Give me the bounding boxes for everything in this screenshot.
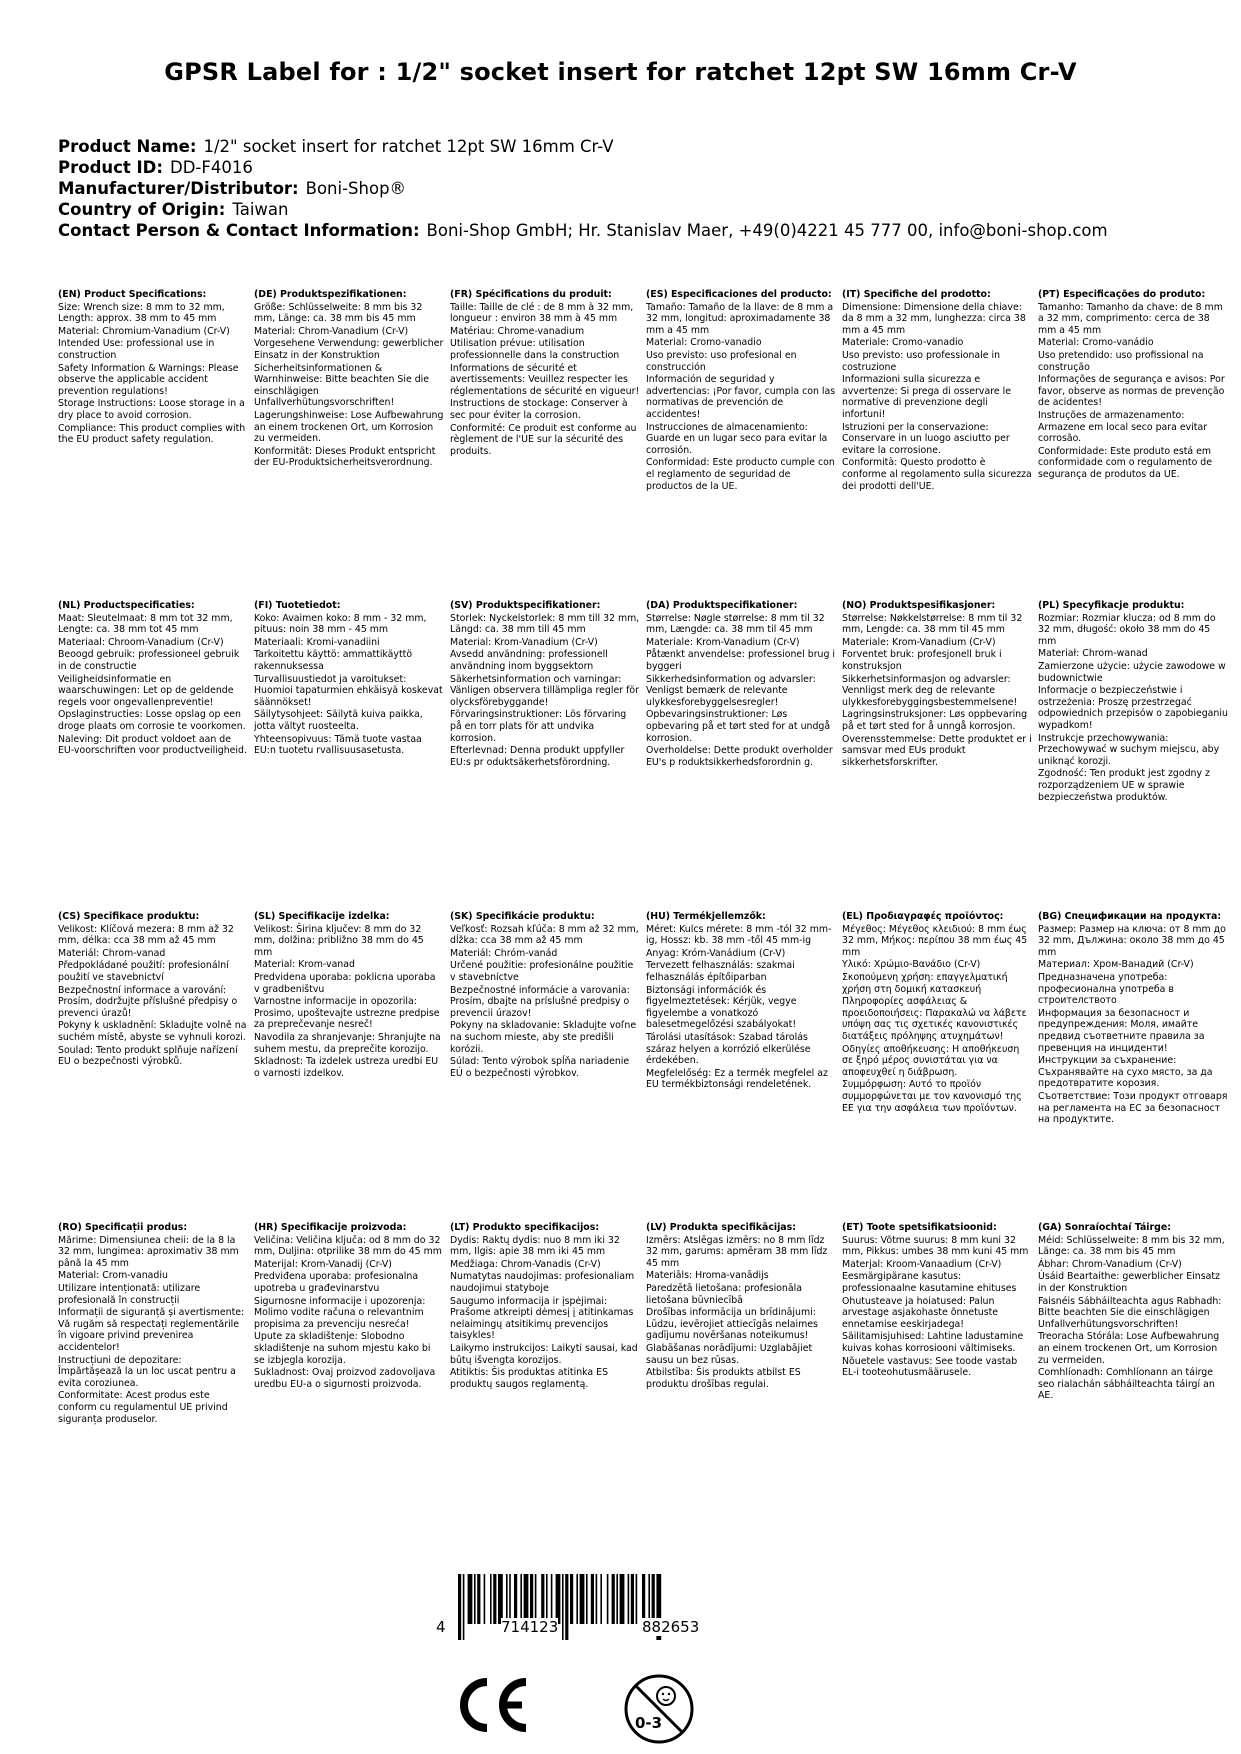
language-block-item: Bezpečnostní informace a varování: Prosím, dodržujte příslušné předpisy o prevenci úrazů! bbox=[58, 984, 238, 1019]
language-block bbox=[58, 1222, 254, 1522]
language-block-heading: (FI) Tuotetiedot: bbox=[254, 600, 341, 611]
language-block-heading: (LV) Produkta specifikācijas: bbox=[646, 1222, 796, 1233]
language-block-item: Předpokládané použití: profesionální použití ve stavebnictví bbox=[58, 960, 229, 983]
language-block bbox=[842, 289, 1038, 600]
language-block-item: Materiāls: Hroma-vanādijs bbox=[646, 1270, 769, 1282]
language-block bbox=[646, 600, 842, 911]
language-block-item: Materiale: Krom-Vanadium (Cr-V) bbox=[646, 636, 800, 648]
language-block bbox=[254, 600, 450, 911]
language-block-item: Treoracha Stórála: Lose Aufbewahrung an einem trockenen Ort, um Korrosion zu vermeiden. bbox=[1038, 1331, 1220, 1366]
barcode-bar bbox=[530, 1574, 533, 1624]
barcode-bar bbox=[484, 1574, 486, 1624]
product-info bbox=[58, 136, 1208, 241]
language-block bbox=[450, 1222, 646, 1522]
language-block-item: Säilitamisjuhised: Lahtine ladustamine kuivas kohas korrosiooni vältimiseks. bbox=[842, 1331, 1024, 1354]
language-block-item: Conformité: Ce produit est conforme au règlement de l'UE sur la sécurité des produits. bbox=[450, 422, 637, 457]
language-block-item: Información de seguridad y advertencias: ¡Por favor, cumpla con las normativas de prevención de accidentes! bbox=[646, 374, 836, 420]
language-block-heading: (CS) Specifikace produktu: bbox=[58, 911, 200, 922]
language-block-item: Размер: Размер на ключа: от 8 mm до 32 mm, Дължина: около 38 mm до 45 mm bbox=[1038, 923, 1226, 958]
language-block-heading: (DE) Produktspezifikationen: bbox=[254, 289, 407, 300]
language-block bbox=[254, 911, 450, 1222]
language-block-item: Οδηγίες αποθήκευσης: Η αποθήκευση σε ξηρό μέρος συνιστάται για να αποφευχθεί η διάβρωση. bbox=[842, 1043, 1020, 1078]
language-block-item: Méret: Kulcs mérete: 8 mm -tól 32 mm-ig, Hossz: kb. 38 mm -től 45 mm-ig bbox=[646, 923, 832, 947]
language-block-item: Informații de siguranță și avertismente: Vă rugăm să respectați reglementările în vigoare privind prevenirea accidentelor! bbox=[58, 1307, 245, 1353]
language-block-item: Efterlevnad: Denna produkt uppfyller EU:s pr oduktsäkerhetsförordning. bbox=[450, 745, 625, 768]
language-block-heading: (HR) Specifikacije proizvoda: bbox=[254, 1222, 407, 1233]
language-block-item: Säkerhetsinformation och varningar: Vänligen observera tillämpliga regler för olycksförebyggande! bbox=[450, 673, 639, 708]
language-block bbox=[646, 911, 842, 1222]
barcode-bar bbox=[652, 1574, 655, 1624]
barcode-bar bbox=[524, 1574, 529, 1624]
language-block-item: Lagringsinstruksjoner: Løs oppbevaring på et tørt sted for å unngå korrosjon. bbox=[842, 709, 1028, 732]
language-block bbox=[1038, 1222, 1234, 1522]
language-block-item: Predviđena uporaba: profesionalna upotreba u građevinarstvu bbox=[254, 1271, 419, 1294]
language-block-item: Μέγεθος: Μέγεθος κλειδιού: 8 mm έως 32 mm, Μήκος: περίπου 38 mm έως 45 mm bbox=[842, 923, 1028, 958]
language-block-item: Størrelse: Nøgle størrelse: 8 mm til 32 mm, Længde: ca. 38 mm til 45 mm bbox=[646, 612, 825, 636]
product-id-value: DD-F4016 bbox=[169, 158, 253, 177]
language-block-heading: (GA) Sonraíochtaí Táirge: bbox=[1038, 1222, 1171, 1233]
manufacturer-value: Boni-Shop® bbox=[305, 179, 407, 198]
language-block-item: Informazioni sulla sicurezza e avvertenze: Si prega di osservare le normative di prevenzione degli infortuni! bbox=[842, 374, 1011, 420]
language-block-item: Súlad: Tento výrobok spĺňa nariadenie EÚ o bezpečnosti výrobkov. bbox=[450, 1056, 630, 1079]
age-warning-icon bbox=[622, 1672, 696, 1746]
language-block-item: Forventet bruk: profesjonell bruk i konstruksjon bbox=[842, 649, 1002, 672]
language-block-item: Uso previsto: uso profesional en construcción bbox=[646, 349, 797, 373]
language-block-item: Overensstemmelse: Dette produktet er i samsvar med EUs produkt sikkerhetsforskrifter. bbox=[842, 733, 1032, 768]
language-block-item: Compliance: This product complies with the EU product safety regulation. bbox=[58, 422, 246, 446]
language-block-item: Tamanho: Tamanho da chave: de 8 mm a 32 mm, comprimento: cerca de 38 mm a 45 mm bbox=[1038, 301, 1223, 336]
language-block-item: Opbevaringsinstruktioner: Løs opbevaring på et tørt sted for at undgå korrosion. bbox=[646, 709, 831, 744]
language-block-item: Koko: Avaimen koko: 8 mm - 32 mm, pituus: noin 38 mm - 45 mm bbox=[254, 612, 427, 636]
barcode-bar bbox=[620, 1574, 625, 1624]
language-block-item: Påtænkt anvendelse: professionel brug i byggeri bbox=[646, 649, 836, 672]
product-name-value: 1/2" socket insert for ratchet 12pt SW 16mm Cr-V bbox=[203, 137, 614, 156]
language-block-item: Tarkoitettu käyttö: ammattikäyttö rakennuksessa bbox=[254, 649, 413, 672]
language-block-item: Suurus: Võtme suurus: 8 mm kuni 32 mm, Pikkus: umbes 38 mm kuni 45 mm bbox=[842, 1234, 1029, 1258]
language-block bbox=[254, 1222, 450, 1522]
language-block-item: Predvidena uporaba: poklicna uporaba v gradbeništvu bbox=[254, 971, 436, 995]
language-grid bbox=[58, 289, 1228, 1522]
language-block-item: Informations de sécurité et avertissements: Veuillez respecter les réglementations de sécurité en vigueur! bbox=[450, 362, 640, 397]
language-block bbox=[58, 289, 254, 600]
contact-label: Contact Person & Contact Information: bbox=[58, 221, 420, 240]
language-block-item: Upute za skladištenje: Slobodno skladištenje na suhom mjestu kako bi se izbjegla korozija. bbox=[254, 1331, 431, 1366]
language-block-item: Lagerungshinweise: Lose Aufbewahrung an einem trockenen Ort, um Korrosion zu vermeiden. bbox=[254, 409, 444, 445]
language-block-item: Informações de segurança e avisos: Por favor, observe as normas de prevenção de acidentes! bbox=[1038, 374, 1225, 409]
language-block-item: Instrucciones de almacenamiento: Guarde en un lugar seco para evitar la corrosión. bbox=[646, 421, 828, 456]
language-block-heading: (EL) Προδιαγραφές προϊόντος: bbox=[842, 911, 1004, 922]
language-block-item: Πληροφορίες ασφάλειας & προειδοποιήσεις: Παρακαλώ να λάβετε υπόψη σας τις σχετικές κανονιστικές διατάξεις πρόληψης ατυχημάτων! bbox=[842, 996, 1027, 1042]
language-block-item: Информация за безопасност и предупреждения: Моля, имайте предвид съответните правила за превенция на инциденти! bbox=[1038, 1007, 1205, 1054]
barcode-bar bbox=[474, 1574, 476, 1624]
language-block-item: Conformidad: Este producto cumple con el reglamento de seguridad de productos de la UE. bbox=[646, 457, 835, 492]
language-block-item: Saugumo informacija ir įspėjimai: Prašome atkreipti dėmesį į atitinkamas nelaimingų atsitikimų prevencijos taisykles! bbox=[450, 1295, 634, 1342]
language-block-item: Säilytysohjeet: Säilytä kuiva paikka, jotta vältyt ruosteelta. bbox=[254, 709, 423, 732]
language-block-item: Instrucțiuni de depozitare: Împărtășează la un loc uscat pentru a evita coroziunea. bbox=[58, 1354, 236, 1389]
language-block-item: Materiaal: Chroom-Vanadium (Cr-V) bbox=[58, 636, 224, 648]
language-block-item: Förvaringsinstruktioner: Lös förvaring på en torr plats för att undvika korrosion. bbox=[450, 709, 627, 744]
language-block-item: Conformità: Questo prodotto è conforme al regolamento sulla sicurezza dei prodotti dell'UE. bbox=[842, 457, 1032, 492]
manufacturer-row bbox=[58, 178, 1208, 199]
label-title: GPSR Label for : 1/2" socket insert for ratchet 12pt SW 16mm Cr-V bbox=[164, 58, 1077, 86]
language-block-item: Yhteensopivuus: Tämä tuote vastaa EU:n tuotetu rvallisuusasetusta. bbox=[254, 733, 422, 757]
language-block-item: Materiał: Chrom-wanad bbox=[1038, 648, 1148, 660]
barcode-bar bbox=[551, 1574, 553, 1624]
manufacturer-label: Manufacturer/Distributor: bbox=[58, 179, 299, 198]
barcode-bar bbox=[565, 1574, 568, 1640]
language-block-item: Materiale: Krom-Vanadium (Cr-V) bbox=[842, 636, 996, 648]
barcode-bar bbox=[616, 1574, 618, 1624]
language-block-item: Tamaño: Tamaño de la llave: de 8 mm a 32 mm, longitud: aproximadamente 38 mm a 45 mm bbox=[646, 301, 834, 336]
barcode-bar bbox=[562, 1574, 564, 1640]
language-block-item: Материал: Хром-Ванадий (Cr-V) bbox=[1038, 959, 1194, 971]
language-block-item: Størrelse: Nøkkelstørrelse: 8 mm til 32 mm, Lengde: ca. 38 mm til 45 mm bbox=[842, 612, 1023, 636]
language-block-heading: (NO) Produktspesifikasjoner: bbox=[842, 600, 996, 611]
language-block-item: Materiál: Chróm-vanád bbox=[450, 947, 558, 959]
language-block-item: Storlek: Nyckelstorlek: 8 mm till 32 mm, Längd: ca. 38 mm till 45 mm bbox=[450, 612, 640, 636]
language-block-item: Materiale: Cromo-vanadio bbox=[842, 337, 964, 349]
language-block-heading: (RO) Specificații produs: bbox=[58, 1222, 188, 1233]
language-block-item: Veličina: Veličina ključa: od 8 mm do 32 mm, Duljina: otprilike 38 mm do 45 mm bbox=[254, 1234, 442, 1258]
language-block-item: Sikkerhedsinformation og advarsler: Venligst bemærk de relevante ulykkesforebyggelsesregler! bbox=[646, 673, 816, 708]
barcode-bar bbox=[546, 1574, 548, 1624]
product-name-row bbox=[58, 136, 1208, 157]
language-block-item: Mărime: Dimensiunea cheii: de la 8 la 32 mm, lungimea: aproximativ 38 mm până la 45 mm bbox=[58, 1234, 239, 1269]
language-block-heading: (LT) Produkto specifikacijos: bbox=[450, 1222, 600, 1233]
language-block-item: Dydis: Raktų dydis: nuo 8 mm iki 32 mm, Ilgis: apie 38 mm iki 45 mm bbox=[450, 1234, 620, 1258]
language-block-item: Size: Wrench size: 8 mm to 32 mm, Length: approx. 38 mm to 45 mm bbox=[58, 301, 225, 325]
language-block-item: Utilisation prévue: utilisation professionnelle dans la construction bbox=[450, 338, 620, 361]
language-block-item: Numatytas naudojimas: profesionaliam naudojimui statyboje bbox=[450, 1271, 635, 1294]
language-block-item: Sukladnost: Ovaj proizvod zadovoljava uredbu EU-a o sigurnosti proizvoda. bbox=[254, 1367, 436, 1390]
language-block-item: Matériau: Chrome-vanadium bbox=[450, 325, 585, 337]
language-block-item: Material: Krom-vanad bbox=[254, 959, 355, 971]
language-block-item: Veiligheidsinformatie en waarschuwingen: Let op de geldende regels voor ongevallenpreventie! bbox=[58, 673, 234, 708]
barcode-bar bbox=[596, 1574, 598, 1624]
barcode-bar bbox=[490, 1574, 492, 1624]
language-block-item: Úsáid Beartaithe: gewerblicher Einsatz in der Konstruktion bbox=[1038, 1271, 1220, 1294]
language-block-item: Ohutusteave ja hoiatused: Palun arvestage asjakohaste õnnetuste ennetamise eeskirjadega! bbox=[842, 1295, 999, 1330]
language-block-item: Zgodność: Ten produkt jest zgodny z rozporządzeniem UE w sprawie bezpieczeństwa produktów. bbox=[1038, 768, 1210, 803]
language-block-item: Opslaginstructies: Losse opslag op een droge plaats om corrosie te voorkomen. bbox=[58, 709, 246, 732]
barcode-bar bbox=[520, 1574, 522, 1624]
language-block-item: Méid: Schlüsselweite: 8 mm bis 32 mm, Länge: ca. 38 mm bis 45 mm bbox=[1038, 1234, 1225, 1258]
barcode-bar bbox=[586, 1574, 588, 1624]
language-block-item: Velikost: Klíčová mezera: 8 mm až 32 mm, délka: cca 38 mm až 45 mm bbox=[58, 923, 234, 947]
language-block-item: Velikost: Širina ključev: 8 mm do 32 mm, dolžina: približno 38 mm do 45 mm bbox=[254, 923, 424, 958]
language-block-item: Zamierzone użycie: użycie zawodowe w budownictwie bbox=[1038, 660, 1226, 684]
language-block-item: Pokyny k uskladnění: Skladujte volně na suchém místě, abyste se vyhnuli korozi. bbox=[58, 1020, 247, 1043]
language-block bbox=[1038, 600, 1234, 911]
language-block-item: Megfelelőség: Ez a termék megfelel az EU termékbiztonsági rendeletének. bbox=[646, 1067, 828, 1091]
language-block-item: Safety Information & Warnings: Please observe the applicable accident prevention regulations! bbox=[58, 362, 239, 397]
language-block bbox=[1038, 911, 1234, 1222]
product-id-row bbox=[58, 157, 1208, 178]
contact-value: Boni-Shop GmbH; Hr. Stanislav Maer, +49(0)4221 45 777 00, info@boni-shop.com bbox=[426, 221, 1108, 240]
language-block-item: Tervezett felhasználás: szakmai felhasználás építőiparban bbox=[646, 960, 795, 983]
language-block-heading: (PL) Specyfikacje produktu: bbox=[1038, 600, 1185, 611]
barcode-bar bbox=[607, 1574, 609, 1624]
language-block-item: Conformidade: Este produto está em conformidade com o regulamento de segurança de produtos da UE. bbox=[1038, 445, 1213, 480]
barcode-bar bbox=[468, 1574, 473, 1624]
language-block-item: Utilizare intenționată: utilizare profesională în construcții bbox=[58, 1282, 201, 1306]
language-block-item: Veľkosť: Rozsah kľúča: 8 mm až 32 mm, dĺžka: cca 38 mm až 45 mm bbox=[450, 923, 639, 947]
language-block-item: Drošības informācija un brīdinājumi: Lūdzu, ievērojiet attiecīgās nelaimes gadījumu novēršanas noteikumus! bbox=[646, 1307, 818, 1342]
country-label: Country of Origin: bbox=[58, 200, 226, 219]
language-block-item: Instructions de stockage: Conserver à sec pour éviter la corrosion. bbox=[450, 398, 628, 421]
language-block-item: Σκοπούμενη χρήση: επαγγελματική χρήση στη δομική κατασκευή bbox=[842, 971, 1008, 995]
barcode-bar bbox=[648, 1574, 650, 1624]
contact-row bbox=[58, 220, 1208, 241]
language-block bbox=[254, 289, 450, 600]
language-block-item: Skladnost: Ta izdelek ustreza uredbi EU o varnosti izdelkov. bbox=[254, 1056, 439, 1079]
language-block-item: Atbilstība: Šis produkts atbilst ES produktu drošības regulai. bbox=[646, 1367, 801, 1390]
language-block-item: Maat: Sleutelmaat: 8 mm tot 32 mm, Lengte: ca. 38 mm tot 45 mm bbox=[58, 612, 233, 636]
barcode-bar bbox=[636, 1574, 638, 1624]
barcode-digit-first: 4 bbox=[436, 1618, 446, 1636]
barcode-bar bbox=[576, 1574, 578, 1624]
language-block-heading: (IT) Specifiche del prodotto: bbox=[842, 289, 991, 300]
barcode-bar bbox=[612, 1574, 615, 1624]
language-block bbox=[842, 1222, 1038, 1522]
language-block-item: Sicherheitsinformationen & Warnhinweise: Bitte beachten Sie die einschlägigen Unfallverhütungsvorschriften! bbox=[254, 362, 430, 409]
language-block bbox=[450, 289, 646, 600]
language-block-item: Rozmiar: Rozmiar klucza: od 8 mm do 32 mm, długość: około 38 mm do 45 mm bbox=[1038, 612, 1216, 647]
barcode-bar bbox=[498, 1574, 503, 1624]
barcode-bar bbox=[477, 1574, 480, 1624]
language-block-item: Uso pretendido: uso profissional na construção bbox=[1038, 349, 1204, 373]
language-block-item: Material: Cromo-vanadio bbox=[646, 337, 762, 349]
language-block-item: Instruções de armazenamento: Armazene em local seco para evitar corrosão. bbox=[1038, 409, 1208, 445]
language-block-heading: (NL) Productspecificaties: bbox=[58, 600, 195, 611]
barcode-bar bbox=[628, 1574, 630, 1624]
language-block-item: Paredzētā lietošana: profesionāla lietošana būvniecībā bbox=[646, 1282, 802, 1306]
language-block-item: Atitiktis: Šis produktas atitinka ES produktų saugos reglamentą. bbox=[450, 1367, 609, 1390]
language-block-item: Faisnéis Sábháilteachta agus Rabhadh: Bitte beachten Sie die einschlägigen Unfallverhütungsvorschriften! bbox=[1038, 1295, 1222, 1330]
language-block bbox=[450, 600, 646, 911]
barcode-bar bbox=[591, 1574, 594, 1624]
language-block-item: Instrukcje przechowywania: Przechowywać w suchym miejscu, aby uniknąć korozji. bbox=[1038, 732, 1220, 767]
product-id-label: Product ID: bbox=[58, 158, 163, 177]
language-block-heading: (SK) Špecifikácie produktu: bbox=[450, 911, 595, 922]
barcode-bar bbox=[600, 1574, 602, 1624]
language-block-heading: (SL) Specifikacije izdelka: bbox=[254, 911, 390, 922]
language-block-item: Materiaali: Kromi-vanadiini bbox=[254, 636, 380, 648]
language-block-item: Medžiaga: Chrom-Vanadis (Cr-V) bbox=[450, 1258, 601, 1270]
language-block-item: Pokyny na skladovanie: Skladujte voľne na suchom mieste, aby ste predišli korózii. bbox=[450, 1020, 637, 1055]
barcode-bar bbox=[642, 1574, 645, 1624]
language-block-item: Anyag: Króm-Vanádium (Cr-V) bbox=[646, 947, 786, 959]
language-block-item: Konformität: Dieses Produkt entspricht der EU-Produktsicherheitsverordnung. bbox=[254, 445, 436, 469]
language-block-item: Uso previsto: uso professionale in costruzione bbox=[842, 349, 1001, 373]
language-block-item: Intended Use: professional use in construction bbox=[58, 338, 215, 361]
language-block-item: Comhlíonadh: Comhlíonann an táirge seo rialachán sábháilteachta táirgí an AE. bbox=[1038, 1367, 1215, 1402]
language-block-item: Eesmärgipärane kasutus: professionaalne kasutamine ehituses bbox=[842, 1271, 1017, 1294]
language-block-item: Sikkerhetsinformasjon og advarsler: Vennligst merk deg de relevante ulykkesforebyggingsbestemmelsene! bbox=[842, 673, 1018, 708]
barcode-bar bbox=[493, 1574, 496, 1624]
country-value: Taiwan bbox=[232, 200, 289, 219]
language-block-item: Naleving: Dit product voldoet aan de EU-voorschriften voor productveiligheid. bbox=[58, 733, 247, 757]
language-block-item: Biztonsági információk és figyelmeztetések: Kérjük, vegye figyelembe a vonatkozó balesetmegelőzési szabályokat! bbox=[646, 984, 797, 1031]
language-block-heading: (DA) Produktspecifikationer: bbox=[646, 600, 798, 611]
language-block-item: Istruzioni per la conservazione: Conservare in un luogo asciutto per evitare la corrosione. bbox=[842, 421, 1010, 456]
language-block-item: Izmērs: Atslēgas izmērs: no 8 mm līdz 32 mm, garums: apmēram 38 mm līdz 45 mm bbox=[646, 1234, 828, 1269]
language-block-heading: (PT) Especificações do produto: bbox=[1038, 289, 1206, 300]
barcode-bar bbox=[631, 1574, 634, 1624]
language-block-item: Sigurnosne informacije i upozorenja: Molimo vodite računa o relevantnim propisima za prevenciju nesreća! bbox=[254, 1295, 426, 1330]
language-block-item: Предназначена употреба: професионална употреба в строителството bbox=[1038, 971, 1174, 1007]
language-block-heading: (SV) Produktspecifikationer: bbox=[450, 600, 601, 611]
language-block bbox=[450, 911, 646, 1222]
language-block-heading: (ET) Toote spetsifikatsioonid: bbox=[842, 1222, 997, 1233]
barcode-bar bbox=[541, 1574, 544, 1624]
language-block-item: Material: Chrom-Vanadium (Cr-V) bbox=[254, 325, 409, 337]
barcode-group-right: 882653 bbox=[642, 1618, 700, 1636]
language-block-item: Инструкции за съхранение: Съхранявайте на сухо място, за да предотвратите корозия. bbox=[1038, 1055, 1213, 1090]
language-block-heading: (BG) Спецификации на продукта: bbox=[1038, 911, 1222, 922]
language-block-item: Materijal: Krom-Vanadij (Cr-V) bbox=[254, 1258, 392, 1270]
language-block bbox=[646, 1222, 842, 1522]
ce-mark-icon bbox=[450, 1676, 532, 1734]
product-name-label: Product Name: bbox=[58, 137, 197, 156]
age-warning-label: 0-3 bbox=[635, 1714, 663, 1732]
language-block-item: Avsedd användning: professionell användning inom byggsektorn bbox=[450, 649, 608, 672]
language-block-item: Soulad: Tento produkt splňuje nařízení EU o bezpečnosti výrobků. bbox=[58, 1044, 238, 1068]
barcode-bar bbox=[509, 1574, 511, 1624]
barcode-bar bbox=[580, 1574, 585, 1624]
barcode-bar bbox=[570, 1574, 573, 1624]
language-block-item: Ábhar: Chrom-Vanadium (Cr-V) bbox=[1038, 1258, 1182, 1270]
language-block-item: Nõuetele vastavus: See toode vastab EL-i tooteohutusmäärusele. bbox=[842, 1355, 1018, 1379]
language-block-item: Beoogd gebruik: professioneel gebruik in de constructie bbox=[58, 649, 240, 672]
language-block bbox=[1038, 289, 1234, 600]
language-block-item: Material: Chromium-Vanadium (Cr-V) bbox=[58, 325, 230, 337]
language-block-item: Laikymo instrukcijos: Laikyti sausai, kad būtų išvengta korozijos. bbox=[450, 1342, 638, 1366]
language-block-item: Glabāšanas norādījumi: Uzglabājiet sausu un bez rūsas. bbox=[646, 1342, 813, 1366]
language-block-item: Materiál: Chrom-vanad bbox=[58, 947, 166, 959]
language-block bbox=[58, 911, 254, 1222]
language-block-item: Tárolási utasítások: Szabad tárolás száraz helyen a korrózió elkerülése érdekében. bbox=[646, 1031, 811, 1067]
language-block-item: Navodila za shranjevanje: Shranjujte na suhem mestu, da preprečite korozijo. bbox=[254, 1031, 441, 1055]
barcode-bar bbox=[556, 1574, 561, 1624]
language-block-item: Informacje o bezpieczeństwie i ostrzeżenia: Proszę przestrzegać odpowiednich przepisów o zapobieganiu wypadkom! bbox=[1038, 685, 1228, 731]
language-block-heading: (HU) Termékjellemzők: bbox=[646, 911, 766, 922]
barcode-bar bbox=[463, 1574, 465, 1640]
language-block bbox=[842, 911, 1038, 1222]
barcode-bar bbox=[514, 1574, 517, 1624]
barcode-group-left: 714123 bbox=[501, 1618, 559, 1636]
language-block-heading: (FR) Spécifications du produit: bbox=[450, 289, 612, 300]
language-block-item: Taille: Taille de clé : de 8 mm à 32 mm, longueur : environ 38 mm à 45 mm bbox=[450, 301, 634, 325]
language-block-item: Dimensione: Dimensione della chiave: da 8 mm a 32 mm, lunghezza: circa 38 mm a 45 mm bbox=[842, 301, 1026, 336]
language-block-heading: (ES) Especificaciones del producto: bbox=[646, 289, 832, 300]
language-block bbox=[646, 289, 842, 600]
language-block-item: Materjal: Kroom-Vanaadium (Cr-V) bbox=[842, 1258, 1002, 1270]
barcode-bar bbox=[535, 1574, 537, 1624]
country-row bbox=[58, 199, 1208, 220]
language-block-item: Varnostne informacije in opozorila: Prosimo, upoštevajte ustrezne predpise za preprečevanje nesreč! bbox=[254, 996, 440, 1031]
barcode-bar bbox=[458, 1574, 461, 1640]
language-block bbox=[842, 600, 1038, 911]
language-block-item: Material: Crom-vanadiu bbox=[58, 1270, 168, 1282]
language-block-heading: (EN) Product Specifications: bbox=[58, 289, 207, 300]
language-block-item: Overholdelse: Dette produkt overholder EU's p roduktsikkerhedsforordnin g. bbox=[646, 745, 833, 768]
language-block-item: Turvallisuustiedot ja varoitukset: Huomioi tapaturmien ehkäisyä koskevat säännökset! bbox=[254, 673, 443, 708]
language-block-item: Bezpečnostné informácie a varovania: Prosím, dbajte na príslušné predpisy o prevencii úrazov! bbox=[450, 984, 630, 1019]
language-block-item: Určené použitie: profesionálne použitie v stavebníctve bbox=[450, 960, 634, 983]
barcode bbox=[438, 1574, 758, 1664]
language-block-item: Съответствие: Този продукт отговаря на регламента на ЕС за безопасност на продуктите. bbox=[1038, 1090, 1228, 1126]
language-block-item: Material: Krom-Vanadium (Cr-V) bbox=[450, 636, 598, 648]
language-block-item: Material: Cromo-vanádio bbox=[1038, 337, 1154, 349]
barcode-bar bbox=[506, 1574, 508, 1624]
language-block-item: Größe: Schlüsselweite: 8 mm bis 32 mm, Länge: ca. 38 mm bis 45 mm bbox=[254, 301, 423, 325]
language-block-item: Conformitate: Acest produs este conform cu regulamentul UE privind siguranța produselor. bbox=[58, 1390, 228, 1425]
language-block-item: Υλικό: Χρώμιο-Βανάδιο (Cr-V) bbox=[842, 959, 981, 971]
language-block-item: Συμμόρφωση: Αυτό το προϊόν συμμορφώνεται με τον κανονισμό της ΕΕ για την ασφάλεια των προϊόντων. bbox=[842, 1079, 1022, 1114]
language-block bbox=[58, 600, 254, 911]
language-block-item: Vorgesehene Verwendung: gewerblicher Einsatz in der Konstruktion bbox=[254, 338, 444, 361]
language-block-item: Storage Instructions: Loose storage in a dry place to avoid corrosion. bbox=[58, 398, 245, 421]
